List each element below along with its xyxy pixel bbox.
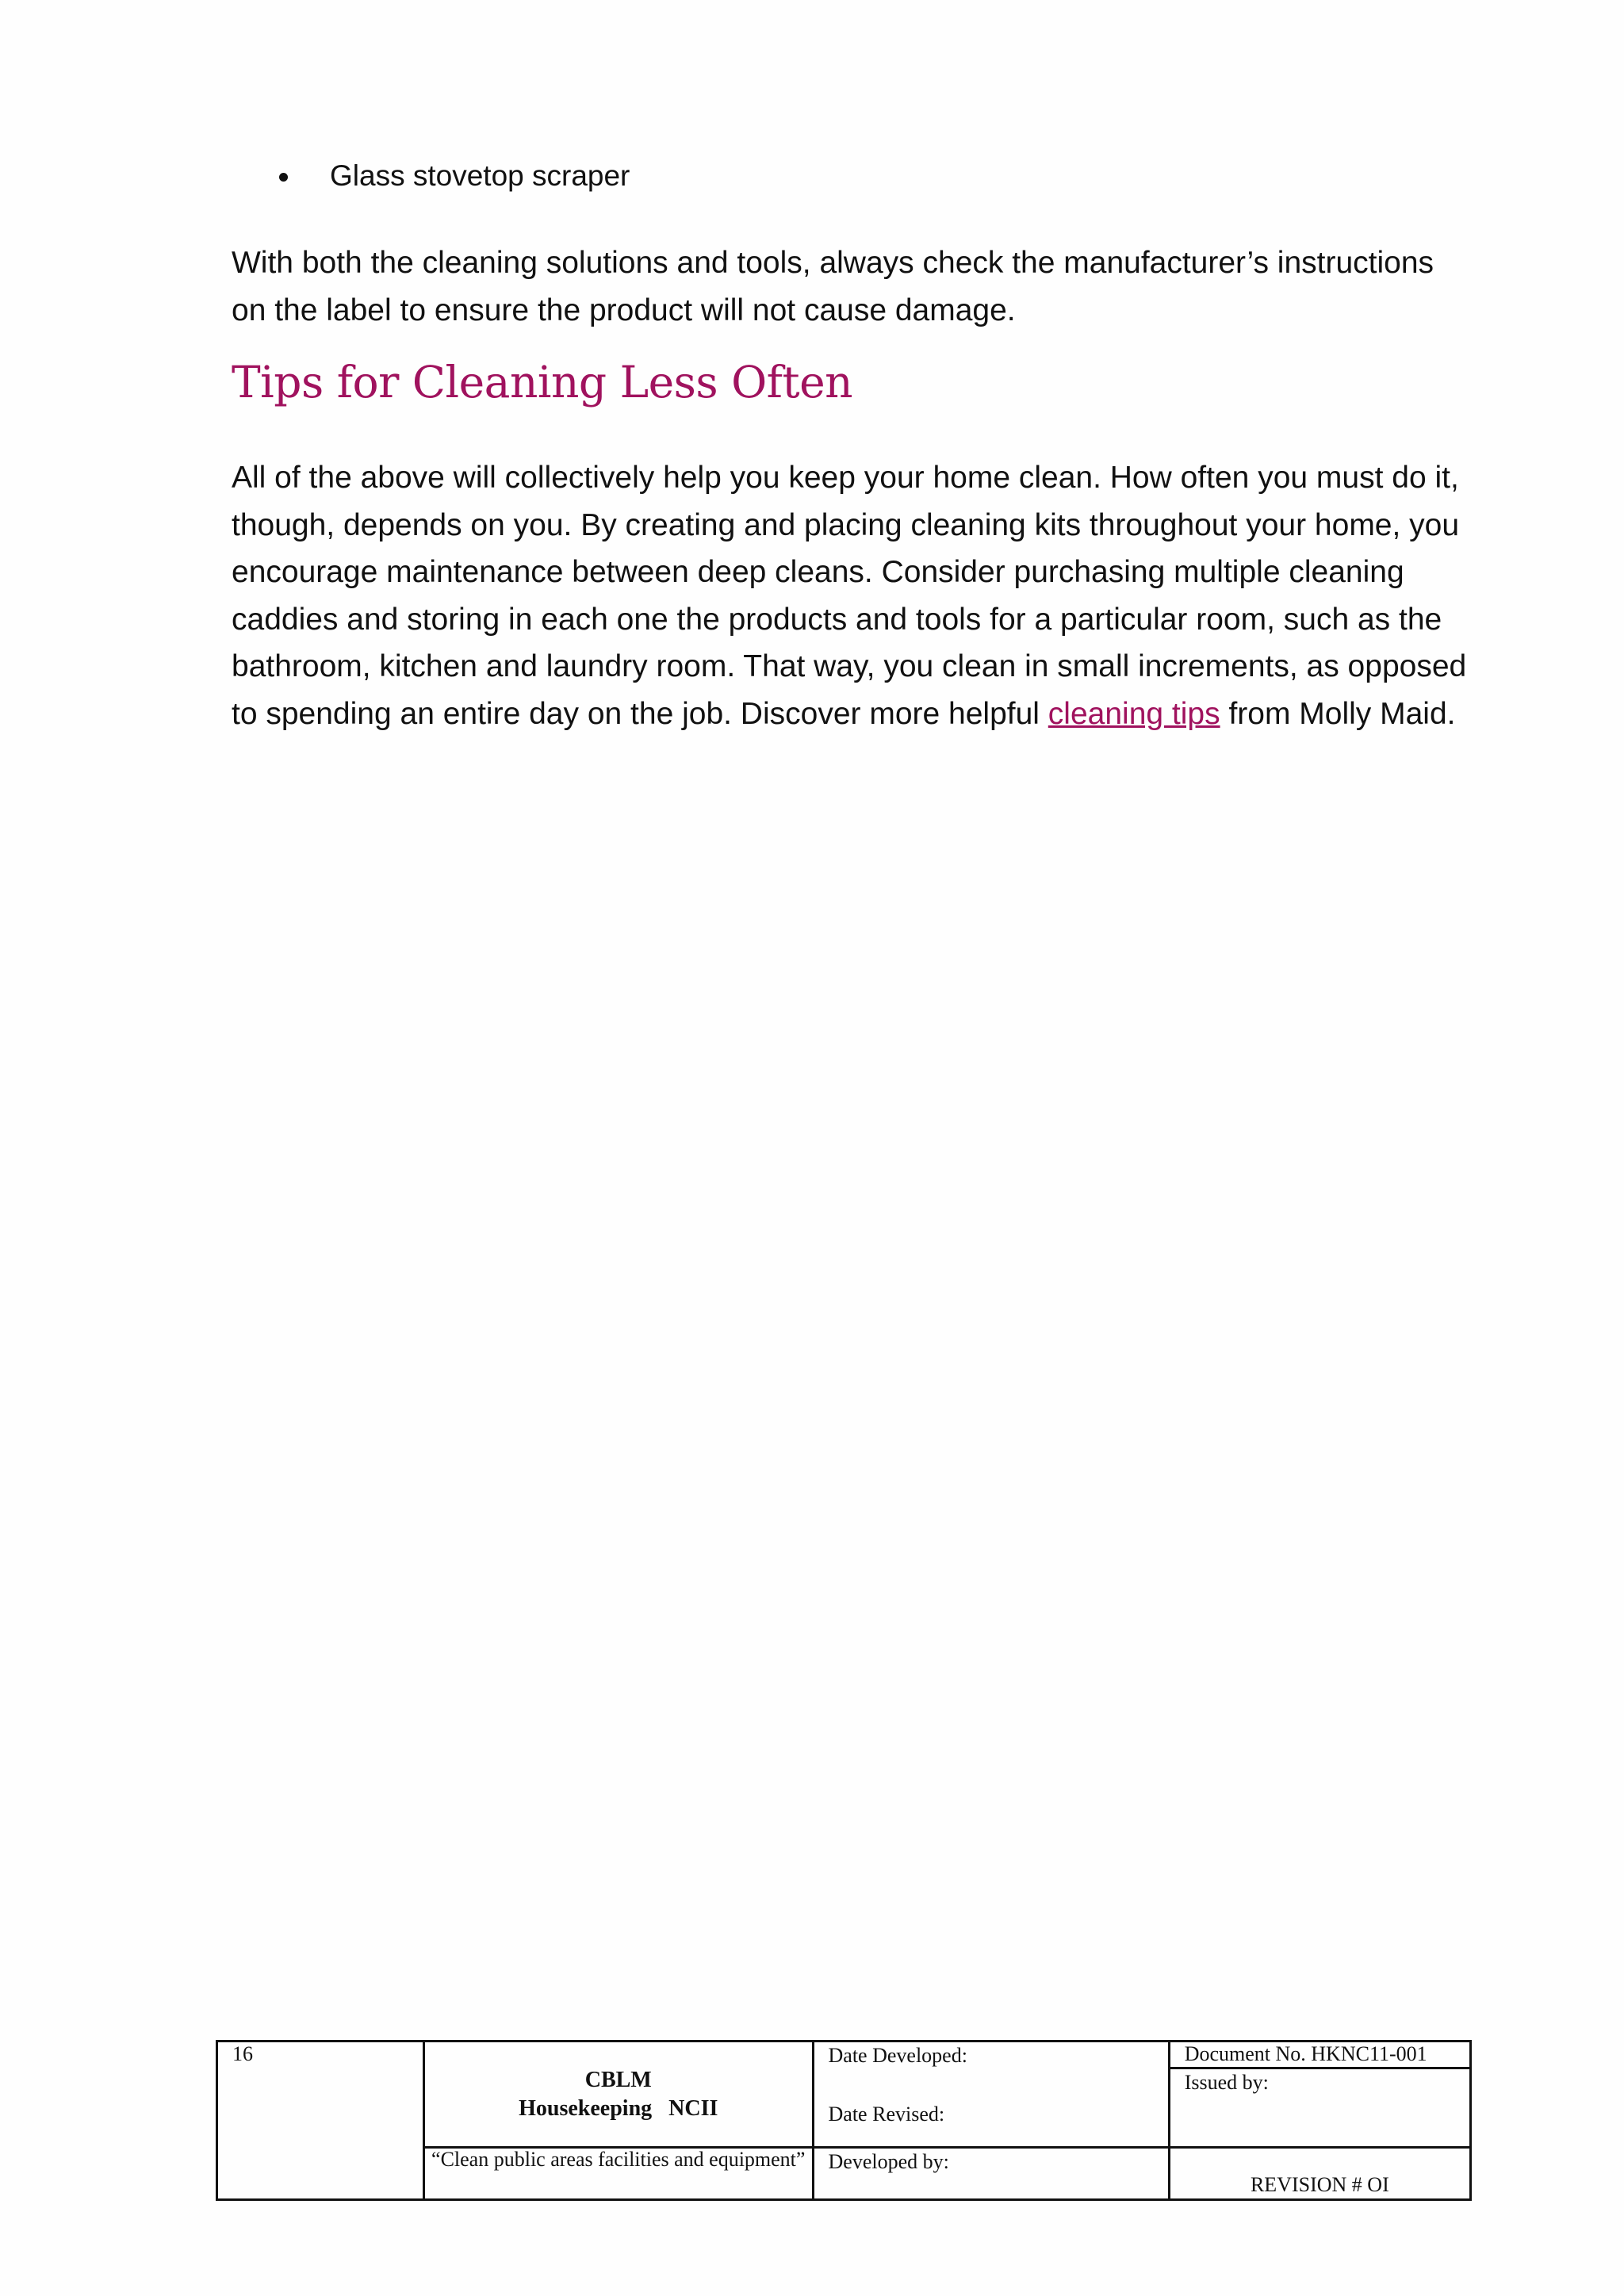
date-developed-label: Date Developed: — [828, 2044, 967, 2067]
issued-by-label: Issued by: — [1184, 2071, 1269, 2094]
section-heading: Tips for Cleaning Less Often — [232, 357, 853, 408]
list-item-text: Glass stovetop scraper — [330, 159, 630, 192]
module-quote-cell — [423, 2148, 813, 2200]
manufacturer-instructions-paragraph: With both the cleaning solutions and tools, always check the manufacturer’s instructions on the label to ensure the product will not cause damage. — [232, 246, 1434, 327]
revision-label: REVISION # OI — [1250, 2173, 1389, 2196]
tips-paragraph-tail: from Molly Maid. — [1220, 696, 1456, 731]
page-number-cell — [217, 2042, 424, 2200]
document-number-cell — [1169, 2042, 1470, 2068]
cblm-label: CBLM — [584, 2068, 652, 2092]
tips-paragraph-text: All of the above will collectively help you keep your home clean. How often you must do it, though, depends on you. By creating and placing cleaning kits throughout your home, you encourage maintenance between deep cleans. Consider purchasing multiple cleaning caddies and storing in each one the products and tools for a particular room, such as the bathroom, kitchen and laundry room. That way, you clean in small increments, as opposed to spending an entire day on the job. Discover more helpful — [232, 461, 1467, 731]
dates-cell — [813, 2042, 1169, 2148]
developed-by-cell — [813, 2148, 1169, 2200]
tips-paragraph — [232, 454, 1469, 737]
cleaning-tips-link[interactable]: cleaning tips — [1048, 696, 1220, 731]
list-item — [279, 155, 630, 197]
document-number: Document No. HKNC11-001 — [1184, 2042, 1427, 2065]
module-title-cell — [423, 2042, 813, 2148]
tools-bullet-list — [279, 155, 630, 197]
revision-cell — [1169, 2148, 1470, 2200]
course-label: Housekeeping NCII — [519, 2096, 718, 2121]
module-title: “Clean public areas facilities and equipment” — [431, 2148, 806, 2171]
date-revised-label: Date Revised: — [828, 2103, 945, 2126]
issued-by-cell — [1169, 2068, 1470, 2148]
bullet-dot-icon — [279, 173, 288, 182]
developed-by-label: Developed by: — [828, 2150, 949, 2173]
page-number: 16 — [232, 2042, 253, 2065]
document-footer-table — [216, 2040, 1472, 2201]
